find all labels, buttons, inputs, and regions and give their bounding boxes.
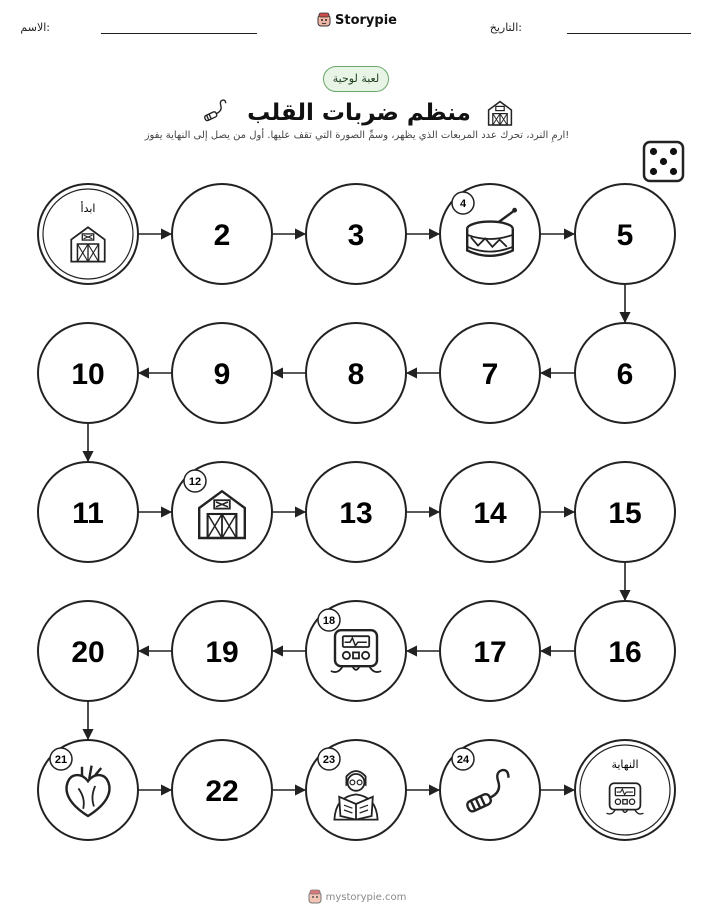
cell-number: 20 <box>71 636 105 669</box>
board-cell-25 <box>575 740 675 840</box>
cell-number: 4 <box>459 198 467 210</box>
brand-name: Storypie <box>335 12 397 28</box>
board-cell-15 <box>575 462 675 562</box>
cell-number-badge <box>452 192 474 214</box>
cell-number: 19 <box>205 636 239 669</box>
dice-pip <box>670 168 677 175</box>
board-cell-22 <box>172 740 272 840</box>
cell-number: 2 <box>213 219 231 252</box>
cell-number: 15 <box>608 497 642 530</box>
cell-number: 5 <box>616 219 634 252</box>
footer <box>0 889 714 908</box>
cell-number: 7 <box>481 358 499 391</box>
cell-number-badge <box>184 470 206 492</box>
cell-number: 17 <box>473 636 507 669</box>
page-title: منظم ضربات القلب <box>247 100 471 126</box>
board-cell-2 <box>172 184 272 284</box>
board-cell-20 <box>38 601 138 701</box>
cell-number: 18 <box>322 615 336 627</box>
board-cell-3 <box>306 184 406 284</box>
cell-number: 21 <box>54 754 68 766</box>
dice-icon <box>644 142 683 181</box>
cell-number: 12 <box>188 476 202 488</box>
dice-pip <box>650 148 657 155</box>
start-label: ابدأ <box>80 202 96 215</box>
storypie-mascot-icon <box>308 889 322 905</box>
board-cell-12 <box>172 462 272 562</box>
board-cell-10 <box>38 323 138 423</box>
board-cell-11 <box>38 462 138 562</box>
cell-number: 11 <box>72 497 104 530</box>
cell-number-badge <box>318 609 340 631</box>
board-cell-1 <box>38 184 138 284</box>
board-cell-13 <box>306 462 406 562</box>
cell-number: 8 <box>347 358 365 391</box>
board-cell-17 <box>440 601 540 701</box>
board-cell-14 <box>440 462 540 562</box>
board-cell-21 <box>38 740 138 840</box>
name-label: الاسم: <box>20 21 50 34</box>
cell-number: 24 <box>456 754 470 766</box>
cell-number: 10 <box>71 358 105 391</box>
dice-pip <box>670 148 677 155</box>
cell-number: 16 <box>608 636 642 669</box>
instructions: ارمِ النرد، تحرك عدد المربعات الذي يظهر، وسمِّ الصورة التي تقف عليها. أول من يصل إلى النهاية يفوز! <box>144 130 570 141</box>
cell-number: 13 <box>339 497 373 530</box>
board-cell-23 <box>306 740 406 840</box>
cell-number-badge <box>452 748 474 770</box>
board-cell-18 <box>306 601 406 701</box>
cell-number: 22 <box>205 775 239 808</box>
board-cell-9 <box>172 323 272 423</box>
board-cell-6 <box>575 323 675 423</box>
board-cell-8 <box>306 323 406 423</box>
board-cell-5 <box>575 184 675 284</box>
board-cell-7 <box>440 323 540 423</box>
pacemaker-device-icon <box>331 630 381 672</box>
footer-url: mystorypie.com <box>325 891 407 903</box>
cell-number: 23 <box>322 754 336 766</box>
board-game-tag: لعبة لوحية <box>323 66 389 92</box>
cell-number-badge <box>50 748 72 770</box>
board-cell-16 <box>575 601 675 701</box>
cell-number: 6 <box>616 358 634 391</box>
board-cell-19 <box>172 601 272 701</box>
board-cell-4 <box>440 184 540 284</box>
cell-number: 3 <box>347 219 365 252</box>
dice-pip <box>650 168 657 175</box>
board-cell-24 <box>440 740 540 840</box>
cell-number-badge <box>318 748 340 770</box>
cell-number: 9 <box>213 358 231 391</box>
cell-number: 14 <box>473 497 507 530</box>
date-label: التاريخ: <box>489 21 522 34</box>
end-label: النهاية <box>611 758 639 771</box>
dice-pip <box>660 158 667 165</box>
pacemaker-device-icon <box>607 783 644 814</box>
